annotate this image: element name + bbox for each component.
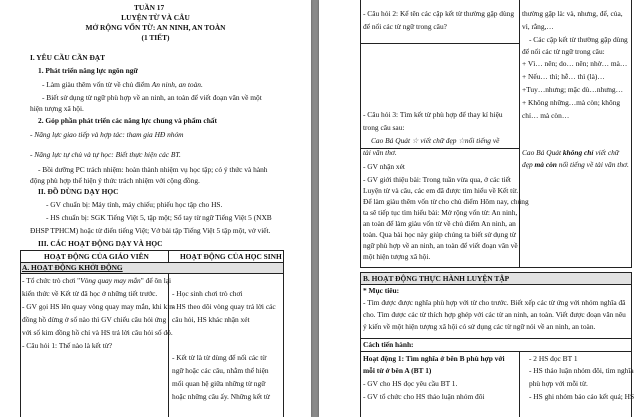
answer-text: chỉ… mà còn… [522,111,570,120]
activity-1-title: mỗi từ ở bên A (BT 1) [363,366,432,375]
materials-text: ĐHSP TPHCM) hoặc từ điển tiếng Việt; Vở bài tập Tiếng Việt 5 tập một, vở viết. [30,226,271,235]
competency-text: - Năng lực tự chủ và tự học: Biết thực hiện các BT. [30,150,181,159]
answer-text: để nối các từ ngữ trong câu: [522,47,605,56]
student-step: - HS thảo luận nhóm đôi, tìm nghĩa [529,366,634,375]
header-student: HOẠT ĐỘNG CỦA HỌC SINH [180,252,282,261]
question-2: để nối các từ ngữ trong câu? [363,22,447,31]
teacher-step: - GV gọi HS lên quay vòng quay may mắn, khi kim [22,302,175,311]
answer-sentence: đẹp mà còn nổi tiếng về tài văn thơ. [522,160,629,169]
teacher-step: với số kim đồng hồ chỉ và HS trả lời câu hỏi số đó. [22,328,173,337]
row-a-heading: A. HOẠT ĐỘNG KHỞI ĐỘNG [22,263,123,272]
objective-text: cho. Tìm được các từ thích hợp ghép với các từ an ninh, an toàn. Viết được đoạn văn nêu [363,310,626,319]
answer-text: vì, rằng,… [522,22,554,31]
lesson-title: MỞ RỘNG VỐN TỪ: AN NINH, AN TOÀN [85,23,226,32]
student-step: - Kết từ là từ dùng để nối các từ [172,353,267,362]
teacher-step: an toàn để làm giàu vốn từ về chủ điểm An ninh, an [363,219,516,228]
answer-text: + Nếu… thì; hễ… thì (là)… [522,72,605,81]
answer-text: thường gặp là: và, nhưng, để, của, [522,9,623,18]
objective-text: - Tìm được được nghĩa phù hợp với từ cho trước. Biết xếp các từ ứng với nhóm nghĩa đã [363,298,626,307]
materials-text: - HS chuẩn bị: SGK Tiếng Việt 5, tập một; Sổ tay từ ngữ Tiếng Việt 5 (NXB [46,213,272,222]
teacher-step: Luyện từ và câu, các em đã được tìm hiểu về Kết từ. [363,186,519,195]
section-1-2-heading: 2. Góp phần phát triển các năng lực chung và phẩm chất [38,116,217,125]
objective-text: hiện tượng xã hội. [30,104,84,113]
document-page-right [319,0,640,417]
teacher-step: kiến thức về Kết từ đã học ở những tiết trước. [22,289,158,298]
section-2-heading: II. ĐỒ DÙNG DẠY HỌC [38,187,119,196]
competency-text: động phù hợp thể hiện ý thức trách nhiệm với cộng đồng. [30,176,200,185]
question-3: - Câu hỏi 3: Tìm kết từ phù hợp để thay kí hiệu [363,110,503,119]
teacher-step: - GV tổ chức cho HS thảo luận nhóm đôi [363,392,485,401]
week-label: TUẦN 17 [134,3,165,12]
student-step: - HS ghi nhóm báo cáo kết quả; HS [529,392,635,401]
objective-text: - Làm giàu thêm vốn từ về chủ điểm An ninh, an toàn. [42,80,203,89]
section-1-1-heading: 1. Phát triển năng lực ngôn ngữ [38,66,138,75]
question-3: trong câu sau: [363,123,405,132]
answer-text: + Không những…mà còn; không [522,98,621,107]
objective-text: ý kiến về một hiện tượng xã hội có sử dụng các từ ngữ nói về an ninh, an toàn. [363,322,596,331]
competency-text: - Năng lực giao tiếp và hợp tác: tham gia HĐ nhóm [30,130,184,139]
teacher-step: - GV giới thiệu bài: Trong tuần vừa qua, ở các tiết [363,175,511,184]
student-step: - 2 HS đọc BT 1 [529,354,578,363]
teacher-step: đồng hồ dừng ở số nào thì GV chiếu câu hỏi ứng [22,315,167,324]
teacher-step: Để làm giàu thêm vốn từ cho chủ điểm Hôm nay, chúng [363,197,529,206]
teacher-step: - Tổ chức trò chơi "Vòng quay may mắn" để ôn lại [22,276,172,285]
example-sentence: tài văn thơ. [363,148,397,157]
periods-label: (1 TIẾT) [141,33,170,42]
competency-text: - Bồi dưỡng PC trách nhiệm: hoàn thành nhiệm vụ học tập; có ý thức và hành [38,165,268,174]
header-teacher: HOẠT ĐỘNG CỦA GIÁO VIÊN [44,252,149,261]
answer-text: - Các cặp kết từ thường gặp dùng [529,35,628,44]
objective-text: - Biết sử dụng từ ngữ phù hợp về an ninh, an toàn để viết đoạn văn về một [42,93,262,102]
teacher-step: - GV cho HS đọc yêu cầu BT 1. [363,379,458,388]
answer-sentence: Cao Bá Quát không chỉ viết chữ [522,148,619,157]
star-icon: ☆ [458,136,465,145]
student-step: - Học sinh chơi trò chơi [172,289,243,298]
example-sentence: Cao Bá Quát ☆ viết chữ đẹp ☆nổi tiếng về [371,136,500,145]
row-b-heading: B. HOẠT ĐỘNG THỰC HÀNH LUYỆN TẬP [363,274,510,283]
teacher-step: ta sẽ tiếp tục tìm hiểu bài: Mở rộng vốn từ: An ninh, [363,208,518,217]
procedure-label: Cách tiến hành: [363,340,414,349]
section-1-heading: I. YÊU CẦU CẦN ĐẠT [30,53,106,62]
student-step: hoặc những câu ấy. Những kết từ [172,392,270,401]
section-3-heading: III. CÁC HOẠT ĐỘNG DẠY VÀ HỌC [38,239,163,248]
star-icon: ☆ [411,136,419,145]
student-step: phù hợp với mỗi từ. [529,379,588,388]
teacher-step: - GV nhận xét [363,162,405,171]
student-step: mối quan hệ giữa những từ ngữ [172,379,266,388]
student-step: - HS theo dõi vòng quay trả lời các [172,302,276,311]
question-2: - Câu hỏi 2: Kể tên các cặp kết từ thường gặp dùng [363,9,515,18]
subject-title: LUYỆN TỪ VÀ CÂU [121,13,190,22]
objective-label: * Mục tiêu: [363,286,400,295]
teacher-step: - Câu hỏi 1: Thế nào là kết từ? [22,341,113,350]
materials-text: - GV chuẩn bị: Máy tính, máy chiếu; phiếu học tập cho HS. [46,200,223,209]
teacher-step: toàn. Qua bài học này giúp chúng ta biết sử dụng từ [363,230,516,239]
teacher-step: ngữ phù hợp về an ninh, an toàn để viết đoạn văn về [363,241,518,250]
student-step: ngữ hoặc các câu, nhằm thể hiện [172,366,269,375]
document-page-left [0,0,311,417]
activity-1-title: Hoạt động 1: Tìm nghĩa ở bên B phù hợp với [363,354,505,363]
answer-text: + Vì… nên; do… nên; nhờ… mà… [522,59,628,68]
answer-text: +Tuy…nhưng; mặc dù…nhưng… [522,85,624,94]
teacher-step: một hiện tượng xã hội. [363,252,431,261]
student-step: câu hỏi, HS khác nhận xét [172,315,250,324]
